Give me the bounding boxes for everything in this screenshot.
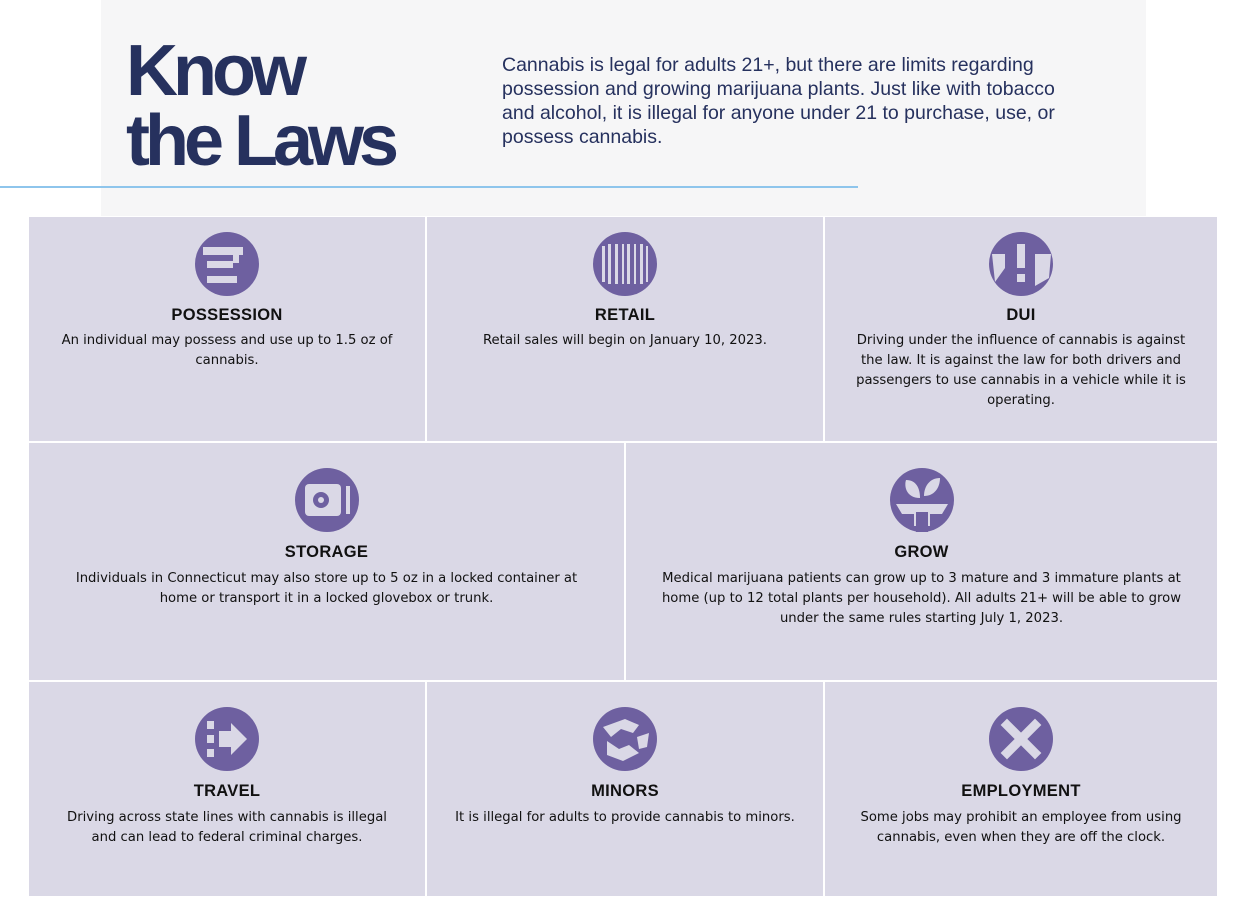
card-title: MINORS xyxy=(591,782,659,800)
card-title: TRAVEL xyxy=(193,782,261,800)
card-dui xyxy=(825,217,1217,441)
card-text: Driving under the influence of cannabis is against the law. It is against the law for both drivers and passengers to use cannabis in a vehicle while it is operating. xyxy=(856,333,1186,408)
plant-icon xyxy=(890,468,954,532)
card-employment xyxy=(825,682,1217,896)
card-text: Some jobs may prohibit an employee from using cannabis, even when they are off the clock. xyxy=(860,810,1182,845)
hero-divider xyxy=(0,186,858,188)
hand-icon xyxy=(593,707,657,771)
card-title: POSSESSION xyxy=(171,306,283,324)
card-text: Retail sales will begin on January 10, 2023. xyxy=(482,333,767,348)
page-title-line-2: the Laws xyxy=(126,101,395,181)
card-title: RETAIL xyxy=(594,306,656,324)
card-retail xyxy=(427,217,823,441)
safe-icon xyxy=(295,468,359,532)
card-text: Driving across state lines with cannabis is illegal and can lead to federal criminal charges. xyxy=(67,810,387,845)
card-grow xyxy=(626,443,1217,680)
page-title-line-1: Know xyxy=(126,31,302,111)
card-text: It is illegal for adults to provide cannabis to minors. xyxy=(455,810,795,825)
x-icon xyxy=(989,707,1053,771)
card-possession xyxy=(29,217,425,441)
barcode-icon xyxy=(593,232,657,296)
card-text: Individuals in Connecticut may also store up to 5 oz in a locked container at home or transport it in a locked glovebox or trunk. xyxy=(75,571,578,606)
intro-text: Cannabis is legal for adults 21+, but there are limits regarding possession and growing marijuana plants. Just like with tobacco and alcohol, it is illegal for anyone under 21 to purchase, use, or possess cannabis. xyxy=(502,54,1055,148)
card-travel xyxy=(29,682,425,896)
card-storage xyxy=(29,443,624,680)
card-title: DUI xyxy=(1006,306,1036,324)
possession-icon xyxy=(195,232,259,296)
card-text: Medical marijuana patients can grow up to 3 mature and 3 immature plants at home (up to 12 total plants per household). All adults 21+ will be able to grow under the same rules starting July 1, 2023. xyxy=(661,571,1182,626)
warning-icon xyxy=(989,232,1053,296)
card-title: EMPLOYMENT xyxy=(961,782,1081,800)
page-title xyxy=(126,31,395,181)
card-text: An individual may possess and use up to 1.5 oz of cannabis. xyxy=(61,333,393,368)
card-title: GROW xyxy=(894,543,949,561)
arrow-right-icon xyxy=(195,707,259,771)
card-title: STORAGE xyxy=(284,543,369,561)
laws-grid xyxy=(29,217,1217,896)
card-minors xyxy=(427,682,823,896)
